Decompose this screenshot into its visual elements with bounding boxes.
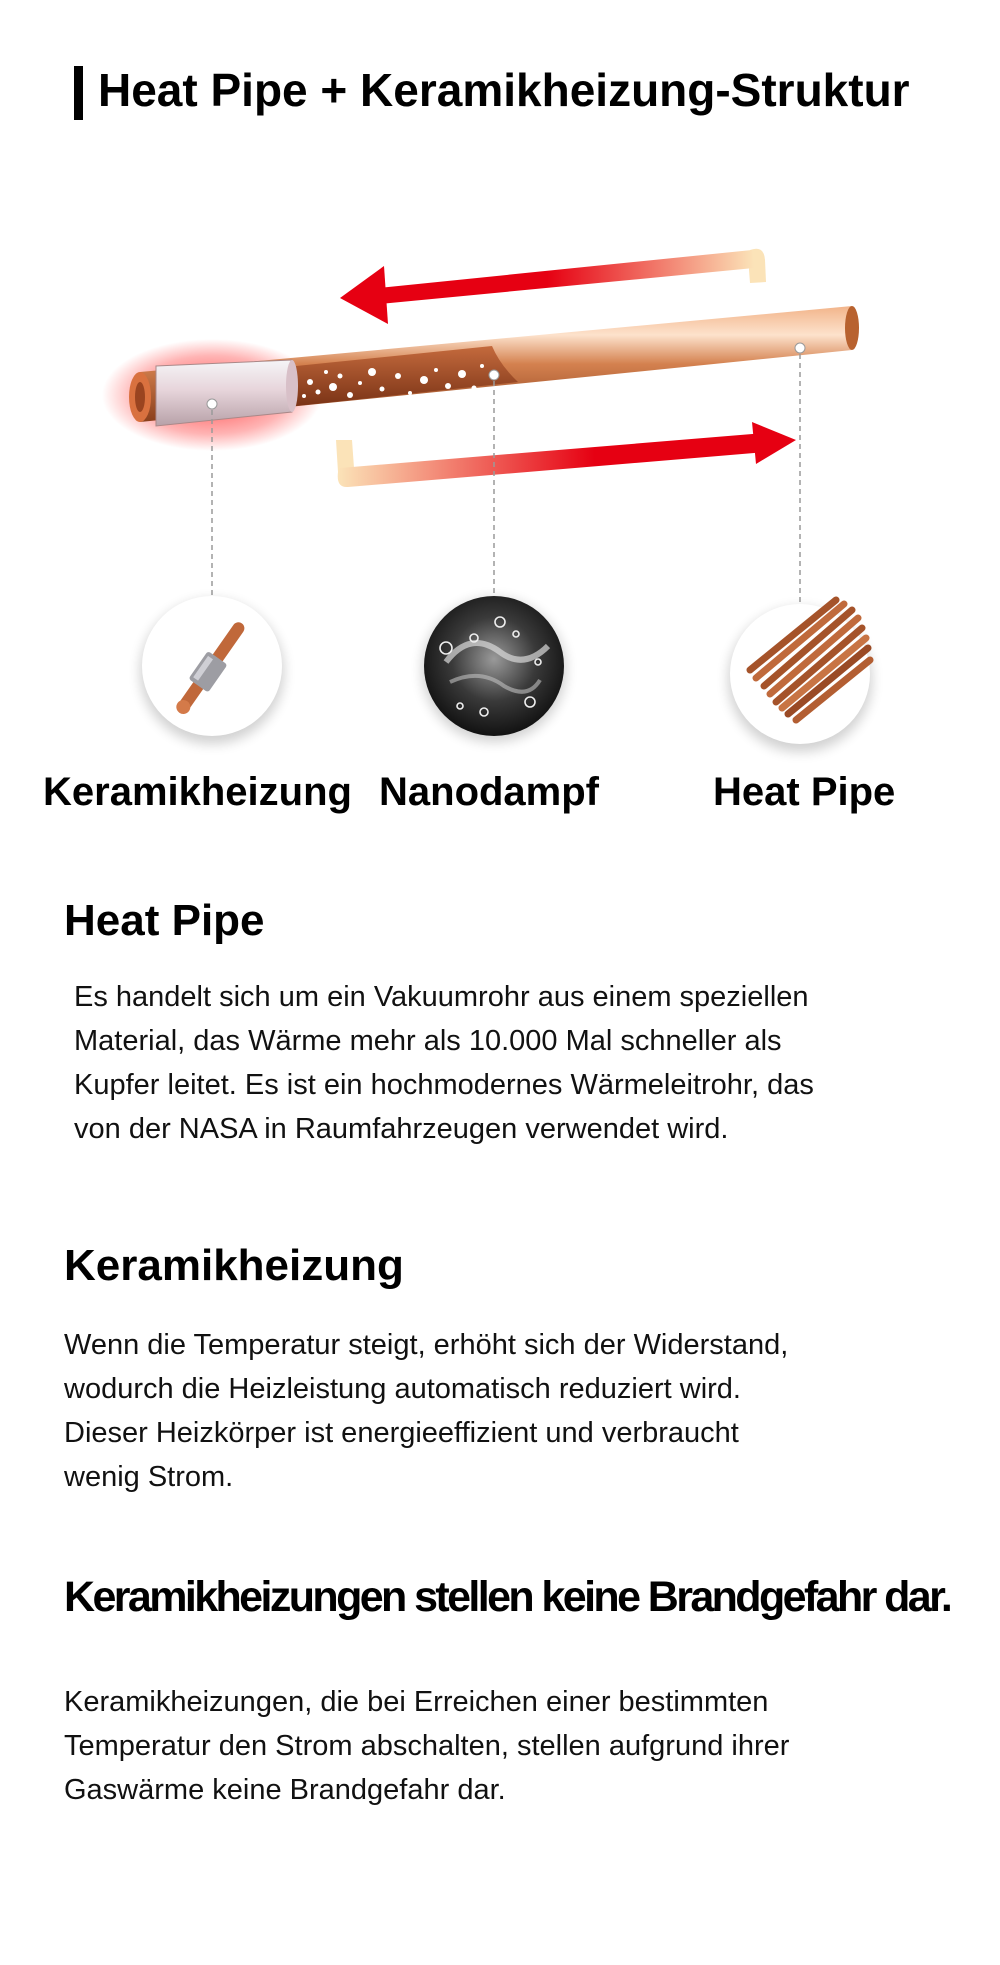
section-text-heat-pipe [74, 975, 954, 1151]
text-line: von der NASA in Raumfahrzeugen verwendet wird. [74, 1113, 729, 1145]
section-heading-ceramic-heater: Keramikheizung [64, 1241, 404, 1290]
text-line: Kupfer leitet. Es ist ein hochmodernes Wärmeleitrohr, das [74, 1069, 814, 1101]
return-arrow [340, 249, 766, 324]
label-ceramic-heater: Keramikheizung [43, 770, 352, 814]
label-heat-pipe: Heat Pipe [713, 770, 896, 814]
section-text-ceramic-heater [64, 1323, 944, 1499]
page-title: Heat Pipe + Keramikheizung-Struktur [98, 64, 910, 116]
text-line: Temperatur den Strom abschalten, stellen aufgrund ihrer [64, 1730, 790, 1762]
label-nano-vapor: Nanodampf [379, 770, 599, 814]
text-line: Es handelt sich um ein Vakuumrohr aus einem speziellen [74, 981, 809, 1013]
text-line: Material, das Wärme mehr als 10.000 Mal schneller als [74, 1025, 782, 1057]
ceramic-heater-icon [140, 596, 284, 744]
section-heading-heat-pipe: Heat Pipe [64, 896, 265, 945]
text-line: wenig Strom. [64, 1461, 234, 1493]
page-header [74, 62, 974, 122]
title-accent-bar [74, 66, 83, 120]
text-line: Keramikheizungen, die bei Erreichen einer bestimmten [64, 1686, 769, 1718]
forward-arrow [336, 422, 796, 487]
heat-pipe-diagram [0, 200, 1000, 790]
section-heading-fire-safety: Keramikheizungen stellen keine Brandgefahr dar. [64, 1573, 951, 1621]
nano-vapor-icon [422, 596, 566, 742]
heat-pipe-bundle-icon [728, 600, 872, 752]
text-line: Dieser Heizkörper ist energieeffizient und verbraucht [64, 1417, 739, 1449]
text-line: wodurch die Heizleistung automatisch reduziert wird. [64, 1373, 741, 1405]
text-line: Gaswärme keine Brandgefahr dar. [64, 1774, 506, 1806]
text-line: Wenn die Temperatur steigt, erhöht sich der Widerstand, [64, 1329, 789, 1361]
section-text-fire-safety [64, 1680, 944, 1812]
